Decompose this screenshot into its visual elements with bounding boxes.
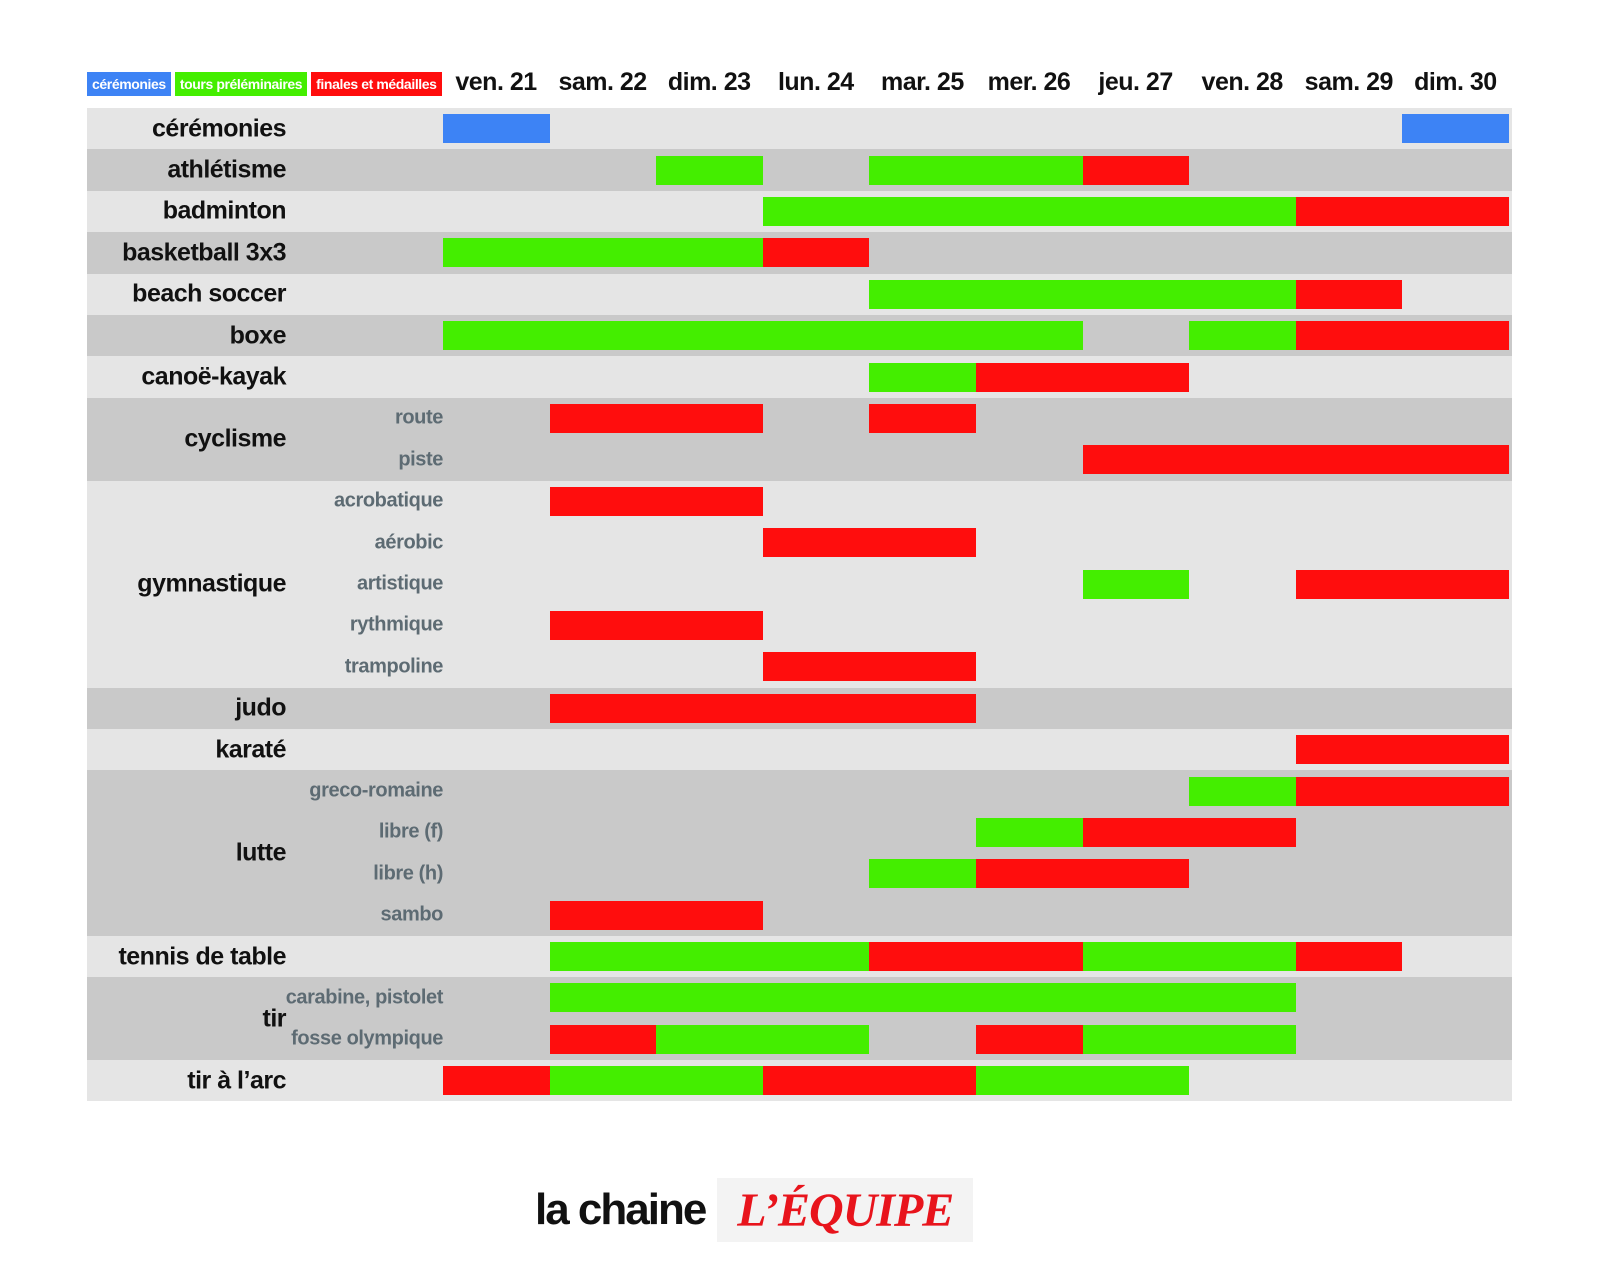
schedule-bar-prelim: [763, 197, 1296, 226]
day-label: dim. 30: [1414, 68, 1497, 96]
discipline-label: libre (h): [373, 862, 443, 885]
discipline-label: carabine, pistolet: [285, 986, 443, 1009]
sport-row: [87, 191, 1512, 232]
schedule-bar-prelim: [869, 859, 976, 888]
day-label: sam. 22: [558, 68, 647, 96]
day-label: mer. 26: [987, 68, 1071, 96]
sport-label: beach soccer: [132, 279, 286, 308]
schedule-bar-prelim: [976, 1066, 1189, 1095]
schedule-grid: [87, 108, 1512, 1101]
schedule-bar-final: [976, 363, 1189, 392]
schedule-bar-final: [1296, 570, 1509, 599]
schedule-bar-final: [763, 528, 976, 557]
schedule-bar-final: [976, 1025, 1083, 1054]
schedule-bar-final: [550, 1025, 657, 1054]
sport-label: gymnastique: [137, 569, 286, 598]
lequipe-logo: [717, 1178, 973, 1242]
sport-label: cérémonies: [152, 114, 286, 143]
sport-label: tir à l’arc: [187, 1066, 286, 1095]
schedule-bar-final: [1296, 197, 1509, 226]
schedule-bar-final: [1296, 942, 1403, 971]
sport-row: [87, 770, 1512, 936]
schedule-bar-final: [1083, 445, 1509, 474]
schedule-bar-final: [763, 1066, 976, 1095]
day-label: ven. 28: [1201, 68, 1283, 96]
day-label: dim. 23: [667, 68, 751, 96]
schedule-bar-final: [550, 487, 763, 516]
discipline-label: sambo: [380, 903, 443, 926]
sport-row: [87, 1060, 1512, 1101]
schedule-bar-final: [976, 859, 1189, 888]
schedule-bar-prelim: [656, 156, 763, 185]
schedule-bar-prelim: [1083, 1025, 1296, 1054]
schedule-bar-prelim: [869, 363, 976, 392]
day-label: lun. 24: [777, 68, 854, 96]
schedule-bar-prelim: [869, 156, 1082, 185]
day-label: jeu. 27: [1098, 68, 1173, 96]
day-label: ven. 21: [455, 68, 537, 96]
schedule-bar-final: [550, 611, 763, 640]
sport-row: [87, 936, 1512, 977]
schedule-bar-final: [763, 238, 870, 267]
sport-row: [87, 356, 1512, 397]
discipline-label: libre (f): [378, 820, 443, 843]
sport-label: cyclisme: [184, 424, 286, 453]
legend-item-final: finales et médailles: [311, 72, 441, 96]
legend-item-prelim: tours préléminaires: [175, 72, 307, 96]
discipline-label: rythmique: [349, 613, 443, 636]
sport-row: [87, 149, 1512, 190]
schedule-bar-final: [869, 404, 976, 433]
sport-row: [87, 232, 1512, 273]
schedule-bar-final: [443, 1066, 550, 1095]
discipline-label: greco-romaine: [309, 779, 443, 802]
sport-row: [87, 688, 1512, 729]
legend-item-ceremony: cérémonies: [87, 72, 171, 96]
sport-row: [87, 729, 1512, 770]
brand-prefix: la chaine: [535, 1185, 706, 1234]
sport-row: [87, 977, 1512, 1060]
schedule-bar-final: [550, 901, 763, 930]
schedule-bar-final: [869, 942, 1082, 971]
discipline-label: artistique: [356, 572, 443, 595]
schedule-bar-prelim: [1083, 570, 1190, 599]
discipline-label: aérobic: [374, 531, 443, 554]
schedule-bar-prelim: [550, 942, 870, 971]
schedule-bar-final: [1083, 818, 1296, 847]
schedule-bar-final: [763, 652, 976, 681]
sport-label: athlétisme: [167, 155, 286, 184]
brand-footer: [535, 1178, 973, 1242]
schedule-bar-prelim: [550, 983, 1296, 1012]
day-header: [0, 60, 1600, 104]
schedule-bar-prelim: [1189, 777, 1296, 806]
discipline-label: trampoline: [344, 655, 443, 678]
sport-label: judo: [235, 693, 286, 722]
sport-label: karaté: [215, 735, 286, 764]
day-label: sam. 29: [1304, 68, 1393, 96]
discipline-label: route: [394, 406, 443, 429]
schedule-bar-final: [1296, 321, 1509, 350]
discipline-label: piste: [398, 448, 443, 471]
sport-row: [87, 274, 1512, 315]
sport-label: tir: [262, 1004, 286, 1033]
sport-label: basketball 3x3: [122, 238, 286, 267]
schedule-bar-final: [1296, 777, 1509, 806]
sport-row: [87, 398, 1512, 481]
schedule-bar-prelim: [1083, 942, 1296, 971]
schedule-bar-final: [550, 694, 976, 723]
day-label: mar. 25: [881, 68, 964, 96]
sport-label: tennis de table: [118, 942, 286, 971]
sport-label: badminton: [162, 196, 286, 225]
sport-row: [87, 108, 1512, 149]
discipline-label: acrobatique: [334, 489, 443, 512]
sport-row: [87, 481, 1512, 688]
schedule-bar-prelim: [443, 238, 763, 267]
schedule-bar-final: [1083, 156, 1190, 185]
schedule-bar-final: [550, 404, 763, 433]
schedule-bar-final: [1296, 280, 1403, 309]
schedule-bar-prelim: [869, 280, 1295, 309]
schedule-bar-final: [1296, 735, 1509, 764]
sport-label: boxe: [229, 321, 286, 350]
schedule-bar-prelim: [1189, 321, 1296, 350]
sport-row: [87, 315, 1512, 356]
discipline-label: fosse olympique: [291, 1027, 443, 1050]
logo-text: L’ÉQUIPE: [737, 1183, 954, 1237]
sport-label: lutte: [235, 838, 286, 867]
sport-label: canoë-kayak: [141, 362, 286, 391]
schedule-bar-prelim: [656, 1025, 869, 1054]
schedule-bar-ceremony: [1402, 114, 1509, 143]
schedule-bar-prelim: [976, 818, 1083, 847]
schedule-bar-prelim: [550, 1066, 763, 1095]
schedule-bar-ceremony: [443, 114, 550, 143]
schedule-bar-prelim: [443, 321, 1083, 350]
